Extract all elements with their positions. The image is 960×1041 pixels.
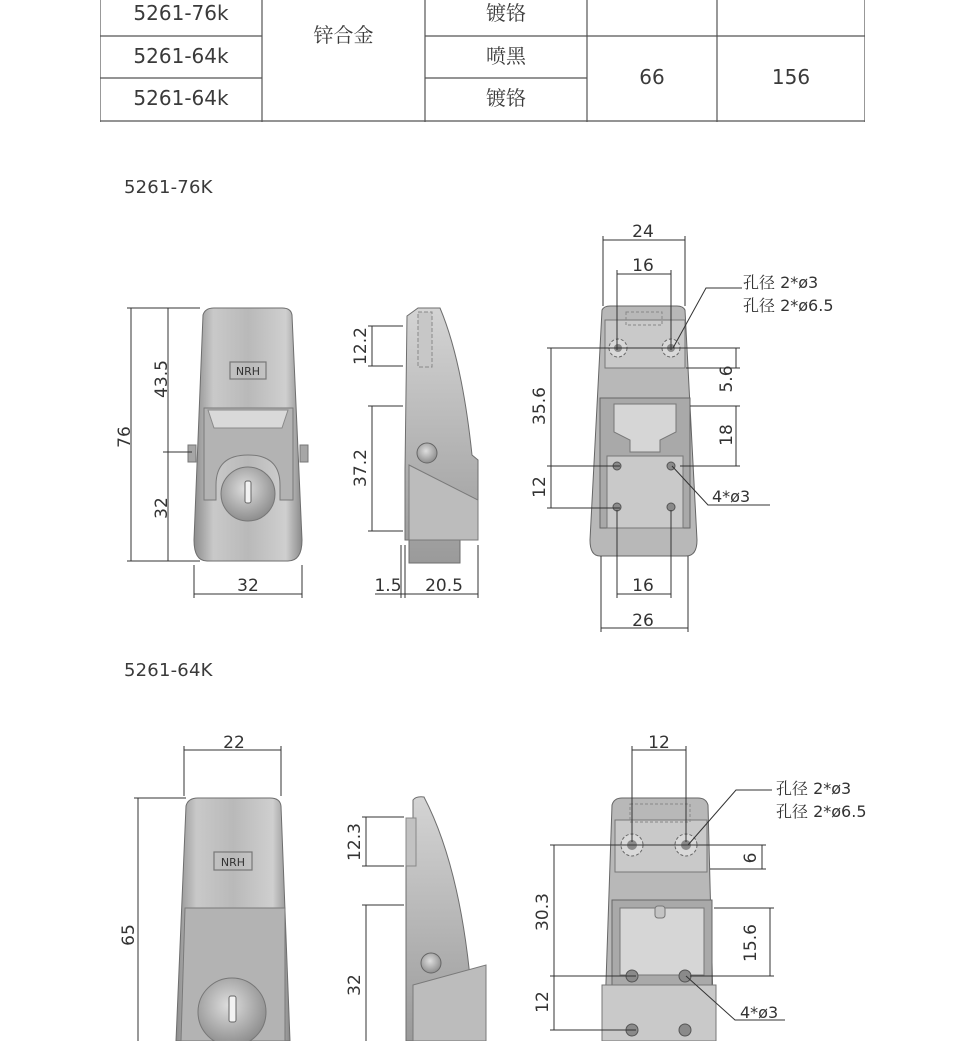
dim-back-hole-spacing: 16: [632, 256, 654, 276]
dim-back-lower: 12: [533, 991, 553, 1013]
dim-side-top: 12.2: [351, 327, 371, 365]
dim-back-right-2: 18: [717, 424, 737, 446]
table-cell-material: 锌合金: [313, 23, 374, 47]
table-cell-model: 5261-64k: [133, 44, 229, 68]
technical-drawing-76k: [0, 215, 960, 635]
table-cell-value: 156: [771, 65, 811, 89]
dim-back-right-1: 5.6: [717, 365, 737, 393]
dim-front-lower: 32: [152, 497, 172, 519]
back-view: [590, 306, 697, 556]
hole-note-1: 孔径 2*ø3: [743, 273, 819, 292]
hole-note-2: 孔径 2*ø6.5: [776, 802, 867, 821]
dim-side-mid: 32: [345, 974, 365, 996]
table-cell-model: 5261-76k: [133, 1, 229, 25]
dim-front-height: 76: [115, 426, 135, 448]
dim-back-hole-spacing: 12: [648, 733, 670, 753]
dim-back-right-1: 6: [741, 852, 761, 864]
front-view: [176, 798, 290, 1041]
dim-side-top: 12.3: [345, 823, 365, 861]
side-view: [406, 797, 486, 1041]
dim-back-width-top: 24: [632, 222, 654, 242]
technical-drawing-64k: [0, 725, 960, 1041]
dim-side-base-b: 20.5: [425, 576, 463, 596]
table-cell-finish: 喷黑: [486, 44, 526, 68]
holes-4-note: 4*ø3: [740, 1003, 779, 1022]
keyhole-icon: [229, 996, 236, 1022]
logo-text: NRH: [235, 365, 261, 378]
dim-back-height: 35.6: [530, 387, 550, 425]
table-cell-finish: 镀铬: [486, 1, 526, 25]
dim-front-upper: 43.5: [152, 360, 172, 398]
holes-4-note: 4*ø3: [712, 487, 751, 506]
spec-table: [100, 0, 865, 122]
table-cell-finish: 镀铬: [486, 86, 526, 110]
dim-side-base-a: 1.5: [374, 576, 402, 596]
dim-back-lower: 12: [530, 476, 550, 498]
logo-text: NRH: [220, 856, 246, 869]
side-view: [405, 308, 478, 563]
dim-back-bottom-spacing: 16: [632, 576, 654, 596]
hole-note-2: 孔径 2*ø6.5: [743, 296, 834, 315]
dimension-lines-side: [362, 817, 404, 1041]
keyhole-icon: [245, 481, 251, 503]
table-cell-value: 66: [639, 65, 665, 89]
dim-back-bottom-width: 26: [632, 611, 654, 631]
back-view: [602, 798, 716, 1041]
dim-front-width: 22: [223, 733, 245, 753]
dim-back-right-2: 15.6: [741, 924, 761, 962]
front-view: [188, 308, 308, 561]
dim-side-mid: 37.2: [351, 449, 371, 487]
dim-back-height: 30.3: [533, 893, 553, 931]
table-cell-model: 5261-64k: [133, 86, 229, 110]
hole-note-1: 孔径 2*ø3: [776, 779, 852, 798]
section-label-76k: 5261-76K: [124, 177, 213, 198]
section-label-64k: 5261-64K: [124, 660, 213, 681]
dim-front-height: 65: [119, 924, 139, 946]
dim-front-width: 32: [237, 576, 259, 596]
